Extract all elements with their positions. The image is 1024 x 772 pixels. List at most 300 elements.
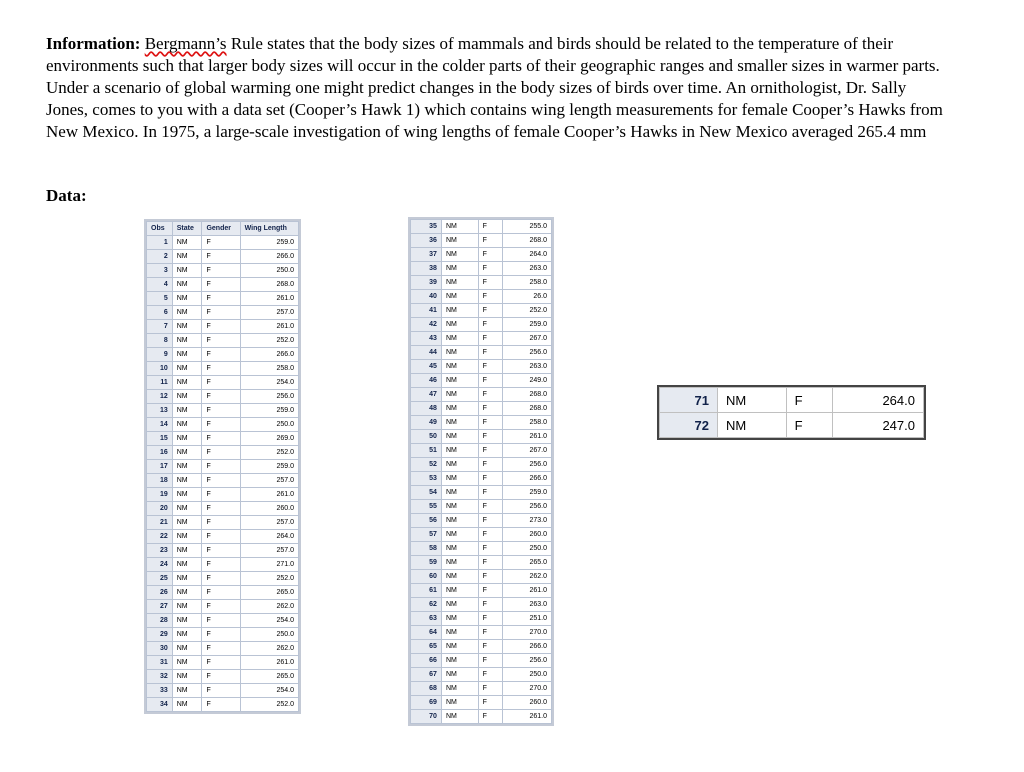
table-row bbox=[411, 360, 552, 374]
gender-cell: F bbox=[478, 416, 502, 430]
gender-cell: F bbox=[202, 516, 240, 530]
table-row bbox=[147, 572, 299, 586]
state-cell: NM bbox=[441, 374, 478, 388]
gender-cell: F bbox=[202, 614, 240, 628]
state-cell: NM bbox=[441, 654, 478, 668]
wing-length-cell: 266.0 bbox=[503, 640, 552, 654]
gender-cell: F bbox=[202, 292, 240, 306]
state-cell: NM bbox=[441, 612, 478, 626]
wing-length-cell: 250.0 bbox=[503, 542, 552, 556]
wing-length-cell: 256.0 bbox=[240, 390, 298, 404]
table-row bbox=[411, 472, 552, 486]
gender-cell: F bbox=[478, 542, 502, 556]
state-cell: NM bbox=[441, 696, 478, 710]
gender-cell: F bbox=[478, 444, 502, 458]
obs-cell: 34 bbox=[147, 698, 173, 712]
wing-length-cell: 267.0 bbox=[503, 444, 552, 458]
gender-cell: F bbox=[202, 306, 240, 320]
state-cell: NM bbox=[172, 404, 202, 418]
wing-length-cell: 264.0 bbox=[503, 248, 552, 262]
table-row bbox=[147, 404, 299, 418]
table-row bbox=[411, 430, 552, 444]
gender-cell: F bbox=[202, 488, 240, 502]
gender-cell: F bbox=[478, 710, 502, 724]
obs-cell: 31 bbox=[147, 656, 173, 670]
gender-cell: F bbox=[478, 570, 502, 584]
state-cell: NM bbox=[441, 290, 478, 304]
table-row bbox=[147, 446, 299, 460]
obs-cell: 33 bbox=[147, 684, 173, 698]
gender-cell: F bbox=[478, 374, 502, 388]
table-row bbox=[147, 264, 299, 278]
header-wing-length: Wing Length bbox=[240, 222, 298, 236]
obs-cell: 27 bbox=[147, 600, 173, 614]
table-row bbox=[147, 488, 299, 502]
gender-cell: F bbox=[202, 418, 240, 432]
wing-length-cell: 271.0 bbox=[240, 558, 298, 572]
wing-length-cell: 266.0 bbox=[240, 250, 298, 264]
table-row bbox=[411, 696, 552, 710]
wing-length-cell: 260.0 bbox=[503, 528, 552, 542]
state-cell: NM bbox=[172, 516, 202, 530]
table-row bbox=[411, 332, 552, 346]
wing-length-cell: 266.0 bbox=[240, 348, 298, 362]
state-cell: NM bbox=[172, 432, 202, 446]
wing-length-cell: 254.0 bbox=[240, 376, 298, 390]
state-cell: NM bbox=[172, 684, 202, 698]
gender-cell: F bbox=[202, 670, 240, 684]
gender-cell: F bbox=[478, 304, 502, 318]
gender-cell: F bbox=[202, 278, 240, 292]
wing-length-cell: 252.0 bbox=[240, 572, 298, 586]
gender-cell: F bbox=[202, 558, 240, 572]
state-cell: NM bbox=[441, 626, 478, 640]
table-row bbox=[147, 684, 299, 698]
table-row bbox=[147, 600, 299, 614]
wing-length-cell: 252.0 bbox=[240, 446, 298, 460]
obs-cell: 16 bbox=[147, 446, 173, 460]
wing-length-cell: 263.0 bbox=[503, 262, 552, 276]
obs-cell: 53 bbox=[411, 472, 442, 486]
obs-cell: 66 bbox=[411, 654, 442, 668]
table-row bbox=[147, 418, 299, 432]
obs-cell: 59 bbox=[411, 556, 442, 570]
gender-cell: F bbox=[202, 250, 240, 264]
obs-cell: 48 bbox=[411, 402, 442, 416]
state-cell: NM bbox=[441, 430, 478, 444]
wing-length-cell: 261.0 bbox=[503, 430, 552, 444]
wing-length-cell: 261.0 bbox=[503, 584, 552, 598]
gender-cell: F bbox=[202, 586, 240, 600]
state-cell: NM bbox=[172, 656, 202, 670]
gender-cell: F bbox=[478, 360, 502, 374]
obs-cell: 36 bbox=[411, 234, 442, 248]
gender-cell: F bbox=[478, 626, 502, 640]
gender-cell: F bbox=[202, 432, 240, 446]
table-row bbox=[411, 416, 552, 430]
table-row bbox=[147, 250, 299, 264]
table-row bbox=[411, 584, 552, 598]
table-row bbox=[660, 413, 924, 438]
obs-cell: 5 bbox=[147, 292, 173, 306]
information-paragraph bbox=[46, 33, 946, 143]
wing-length-cell: 261.0 bbox=[503, 710, 552, 724]
gender-cell: F bbox=[478, 528, 502, 542]
state-cell: NM bbox=[441, 682, 478, 696]
table-header-row bbox=[147, 222, 299, 236]
wing-length-cell: 257.0 bbox=[240, 306, 298, 320]
obs-cell: 2 bbox=[147, 250, 173, 264]
gender-cell: F bbox=[478, 346, 502, 360]
state-cell: NM bbox=[172, 488, 202, 502]
table-row bbox=[147, 236, 299, 250]
obs-cell: 57 bbox=[411, 528, 442, 542]
wing-length-cell: 249.0 bbox=[503, 374, 552, 388]
gender-cell: F bbox=[202, 642, 240, 656]
state-cell: NM bbox=[441, 318, 478, 332]
gender-cell: F bbox=[202, 376, 240, 390]
state-cell: NM bbox=[718, 413, 787, 438]
obs-cell: 28 bbox=[147, 614, 173, 628]
wing-length-cell: 262.0 bbox=[240, 600, 298, 614]
wing-length-cell: 256.0 bbox=[503, 654, 552, 668]
state-cell: NM bbox=[441, 262, 478, 276]
gender-cell: F bbox=[202, 264, 240, 278]
state-cell: NM bbox=[172, 600, 202, 614]
obs-cell: 69 bbox=[411, 696, 442, 710]
gender-cell: F bbox=[478, 640, 502, 654]
state-cell: NM bbox=[441, 360, 478, 374]
state-cell: NM bbox=[441, 514, 478, 528]
obs-cell: 71 bbox=[660, 388, 718, 413]
wing-length-cell: 273.0 bbox=[503, 514, 552, 528]
wing-length-cell: 260.0 bbox=[240, 502, 298, 516]
wing-length-cell: 268.0 bbox=[503, 388, 552, 402]
gender-cell: F bbox=[202, 460, 240, 474]
table-row bbox=[147, 628, 299, 642]
wing-length-cell: 250.0 bbox=[503, 668, 552, 682]
bergmann-term: Bergmann’s bbox=[144, 34, 227, 53]
table-row bbox=[147, 460, 299, 474]
wing-length-cell: 268.0 bbox=[240, 278, 298, 292]
wing-length-cell: 263.0 bbox=[503, 598, 552, 612]
obs-cell: 17 bbox=[147, 460, 173, 474]
table-row bbox=[411, 290, 552, 304]
obs-cell: 70 bbox=[411, 710, 442, 724]
state-cell: NM bbox=[441, 332, 478, 346]
gender-cell: F bbox=[478, 248, 502, 262]
wing-length-cell: 256.0 bbox=[503, 500, 552, 514]
wing-length-cell: 262.0 bbox=[503, 570, 552, 584]
obs-cell: 54 bbox=[411, 486, 442, 500]
header-obs: Obs bbox=[147, 222, 173, 236]
obs-cell: 55 bbox=[411, 500, 442, 514]
obs-cell: 38 bbox=[411, 262, 442, 276]
state-cell: NM bbox=[441, 486, 478, 500]
state-cell: NM bbox=[441, 584, 478, 598]
gender-cell: F bbox=[202, 390, 240, 404]
obs-cell: 22 bbox=[147, 530, 173, 544]
gender-cell: F bbox=[478, 290, 502, 304]
gender-cell: F bbox=[478, 584, 502, 598]
state-cell: NM bbox=[441, 472, 478, 486]
obs-cell: 40 bbox=[411, 290, 442, 304]
state-cell: NM bbox=[172, 376, 202, 390]
wing-length-cell: 270.0 bbox=[503, 626, 552, 640]
state-cell: NM bbox=[172, 530, 202, 544]
gender-cell: F bbox=[202, 236, 240, 250]
table-row bbox=[147, 516, 299, 530]
data-heading: Data: bbox=[46, 186, 87, 205]
obs-cell: 29 bbox=[147, 628, 173, 642]
wing-length-cell: 251.0 bbox=[503, 612, 552, 626]
table-row bbox=[411, 570, 552, 584]
wing-length-table-3 bbox=[659, 387, 924, 438]
wing-length-cell: 261.0 bbox=[240, 292, 298, 306]
gender-cell: F bbox=[478, 654, 502, 668]
gender-cell: F bbox=[202, 600, 240, 614]
wing-length-cell: 259.0 bbox=[503, 318, 552, 332]
gender-cell: F bbox=[478, 472, 502, 486]
wing-length-cell: 258.0 bbox=[503, 416, 552, 430]
wing-length-cell: 250.0 bbox=[240, 418, 298, 432]
obs-cell: 62 bbox=[411, 598, 442, 612]
obs-cell: 18 bbox=[147, 474, 173, 488]
obs-cell: 19 bbox=[147, 488, 173, 502]
table-row bbox=[147, 698, 299, 712]
state-cell: NM bbox=[441, 234, 478, 248]
wing-length-cell: 257.0 bbox=[240, 516, 298, 530]
wing-length-cell: 250.0 bbox=[240, 628, 298, 642]
wing-length-cell: 270.0 bbox=[503, 682, 552, 696]
state-cell: NM bbox=[172, 558, 202, 572]
table-row bbox=[411, 248, 552, 262]
gender-cell: F bbox=[202, 544, 240, 558]
state-cell: NM bbox=[441, 444, 478, 458]
obs-cell: 30 bbox=[147, 642, 173, 656]
wing-length-cell: 247.0 bbox=[832, 413, 923, 438]
gender-cell: F bbox=[786, 413, 832, 438]
table-row bbox=[411, 276, 552, 290]
wing-length-cell: 256.0 bbox=[503, 458, 552, 472]
gender-cell: F bbox=[202, 348, 240, 362]
wing-length-cell: 261.0 bbox=[240, 488, 298, 502]
table-row bbox=[411, 654, 552, 668]
state-cell: NM bbox=[172, 334, 202, 348]
state-cell: NM bbox=[172, 306, 202, 320]
wing-length-cell: 254.0 bbox=[240, 684, 298, 698]
gender-cell: F bbox=[478, 262, 502, 276]
table-row bbox=[411, 374, 552, 388]
table-row bbox=[411, 710, 552, 724]
table-row bbox=[411, 402, 552, 416]
obs-cell: 61 bbox=[411, 584, 442, 598]
obs-cell: 26 bbox=[147, 586, 173, 600]
gender-cell: F bbox=[478, 682, 502, 696]
obs-cell: 14 bbox=[147, 418, 173, 432]
state-cell: NM bbox=[718, 388, 787, 413]
state-cell: NM bbox=[441, 416, 478, 430]
obs-cell: 72 bbox=[660, 413, 718, 438]
gender-cell: F bbox=[478, 668, 502, 682]
gender-cell: F bbox=[478, 234, 502, 248]
information-label: Information: bbox=[46, 34, 141, 53]
gender-cell: F bbox=[202, 530, 240, 544]
obs-cell: 37 bbox=[411, 248, 442, 262]
table-row bbox=[411, 682, 552, 696]
table-row bbox=[411, 444, 552, 458]
state-cell: NM bbox=[441, 220, 478, 234]
obs-cell: 9 bbox=[147, 348, 173, 362]
table-row bbox=[147, 586, 299, 600]
table-row bbox=[411, 220, 552, 234]
wing-length-cell: 26.0 bbox=[503, 290, 552, 304]
wing-length-cell: 252.0 bbox=[240, 334, 298, 348]
table-row bbox=[147, 558, 299, 572]
table-row bbox=[147, 614, 299, 628]
gender-cell: F bbox=[478, 556, 502, 570]
obs-cell: 67 bbox=[411, 668, 442, 682]
table-row bbox=[147, 656, 299, 670]
table-row bbox=[660, 388, 924, 413]
obs-cell: 10 bbox=[147, 362, 173, 376]
obs-cell: 7 bbox=[147, 320, 173, 334]
wing-length-cell: 268.0 bbox=[503, 234, 552, 248]
obs-cell: 12 bbox=[147, 390, 173, 404]
wing-length-cell: 259.0 bbox=[240, 404, 298, 418]
obs-cell: 65 bbox=[411, 640, 442, 654]
state-cell: NM bbox=[441, 598, 478, 612]
state-cell: NM bbox=[172, 698, 202, 712]
wing-length-cell: 262.0 bbox=[240, 642, 298, 656]
wing-length-table-1 bbox=[146, 221, 299, 712]
table-row bbox=[147, 390, 299, 404]
obs-cell: 4 bbox=[147, 278, 173, 292]
wing-length-cell: 254.0 bbox=[240, 614, 298, 628]
obs-cell: 25 bbox=[147, 572, 173, 586]
obs-cell: 68 bbox=[411, 682, 442, 696]
state-cell: NM bbox=[441, 570, 478, 584]
state-cell: NM bbox=[441, 276, 478, 290]
state-cell: NM bbox=[441, 640, 478, 654]
state-cell: NM bbox=[441, 556, 478, 570]
wing-length-cell: 255.0 bbox=[503, 220, 552, 234]
state-cell: NM bbox=[172, 614, 202, 628]
header-state: State bbox=[172, 222, 202, 236]
wing-length-cell: 257.0 bbox=[240, 474, 298, 488]
state-cell: NM bbox=[172, 670, 202, 684]
state-cell: NM bbox=[172, 586, 202, 600]
obs-cell: 23 bbox=[147, 544, 173, 558]
wing-length-cell: 260.0 bbox=[503, 696, 552, 710]
gender-cell: F bbox=[478, 220, 502, 234]
state-cell: NM bbox=[441, 668, 478, 682]
wing-length-table-2 bbox=[410, 219, 552, 724]
state-cell: NM bbox=[172, 250, 202, 264]
wing-length-cell: 256.0 bbox=[503, 346, 552, 360]
information-text: Rule states that the body sizes of mammals and birds should be related to the temperature of their environments such that larger body sizes will occur in the colder parts of their geographic ranges and smaller sizes in warmer parts. Under a scenario of global warming one might predict changes in the body sizes of birds over time. An ornithologist, Dr. Sally Jones, comes to you with a data set (Cooper’s Hawk 1) which contains wing length measurements for female Cooper’s Hawks from New Mexico. In 1975, a large-scale investigation of wing lengths of female Cooper’s Hawks in New Mexico averaged 265.4 mm bbox=[46, 34, 943, 141]
obs-cell: 64 bbox=[411, 626, 442, 640]
wing-length-cell: 265.0 bbox=[240, 586, 298, 600]
table-row bbox=[147, 334, 299, 348]
wing-length-cell: 263.0 bbox=[503, 360, 552, 374]
obs-cell: 50 bbox=[411, 430, 442, 444]
table-row bbox=[147, 376, 299, 390]
obs-cell: 47 bbox=[411, 388, 442, 402]
table-row bbox=[411, 556, 552, 570]
gender-cell: F bbox=[478, 514, 502, 528]
table-row bbox=[411, 318, 552, 332]
state-cell: NM bbox=[172, 418, 202, 432]
state-cell: NM bbox=[172, 236, 202, 250]
state-cell: NM bbox=[441, 304, 478, 318]
wing-length-cell: 261.0 bbox=[240, 320, 298, 334]
gender-cell: F bbox=[478, 402, 502, 416]
gender-cell: F bbox=[478, 458, 502, 472]
obs-cell: 41 bbox=[411, 304, 442, 318]
state-cell: NM bbox=[172, 264, 202, 278]
wing-length-cell: 264.0 bbox=[832, 388, 923, 413]
obs-cell: 20 bbox=[147, 502, 173, 516]
state-cell: NM bbox=[172, 502, 202, 516]
state-cell: NM bbox=[172, 474, 202, 488]
state-cell: NM bbox=[172, 362, 202, 376]
table-row bbox=[411, 304, 552, 318]
table-row bbox=[411, 598, 552, 612]
gender-cell: F bbox=[478, 486, 502, 500]
table-row bbox=[411, 458, 552, 472]
table-row bbox=[147, 474, 299, 488]
table-row bbox=[411, 626, 552, 640]
wing-length-cell: 268.0 bbox=[503, 402, 552, 416]
obs-cell: 44 bbox=[411, 346, 442, 360]
state-cell: NM bbox=[172, 348, 202, 362]
state-cell: NM bbox=[172, 390, 202, 404]
obs-cell: 6 bbox=[147, 306, 173, 320]
obs-cell: 51 bbox=[411, 444, 442, 458]
table-row bbox=[411, 542, 552, 556]
gender-cell: F bbox=[478, 612, 502, 626]
wing-length-cell: 252.0 bbox=[503, 304, 552, 318]
header-gender: Gender bbox=[202, 222, 240, 236]
state-cell: NM bbox=[441, 346, 478, 360]
table-row bbox=[411, 346, 552, 360]
obs-cell: 43 bbox=[411, 332, 442, 346]
wing-length-cell: 265.0 bbox=[240, 670, 298, 684]
wing-length-cell: 261.0 bbox=[240, 656, 298, 670]
obs-cell: 13 bbox=[147, 404, 173, 418]
gender-cell: F bbox=[478, 696, 502, 710]
table-row bbox=[147, 432, 299, 446]
state-cell: NM bbox=[441, 388, 478, 402]
wing-length-cell: 259.0 bbox=[240, 460, 298, 474]
state-cell: NM bbox=[441, 458, 478, 472]
state-cell: NM bbox=[441, 528, 478, 542]
gender-cell: F bbox=[202, 320, 240, 334]
obs-cell: 63 bbox=[411, 612, 442, 626]
state-cell: NM bbox=[441, 248, 478, 262]
obs-cell: 32 bbox=[147, 670, 173, 684]
table-row bbox=[411, 640, 552, 654]
obs-cell: 11 bbox=[147, 376, 173, 390]
gender-cell: F bbox=[202, 656, 240, 670]
gender-cell: F bbox=[478, 388, 502, 402]
obs-cell: 56 bbox=[411, 514, 442, 528]
obs-cell: 52 bbox=[411, 458, 442, 472]
table-row bbox=[147, 320, 299, 334]
table-row bbox=[147, 530, 299, 544]
gender-cell: F bbox=[478, 318, 502, 332]
